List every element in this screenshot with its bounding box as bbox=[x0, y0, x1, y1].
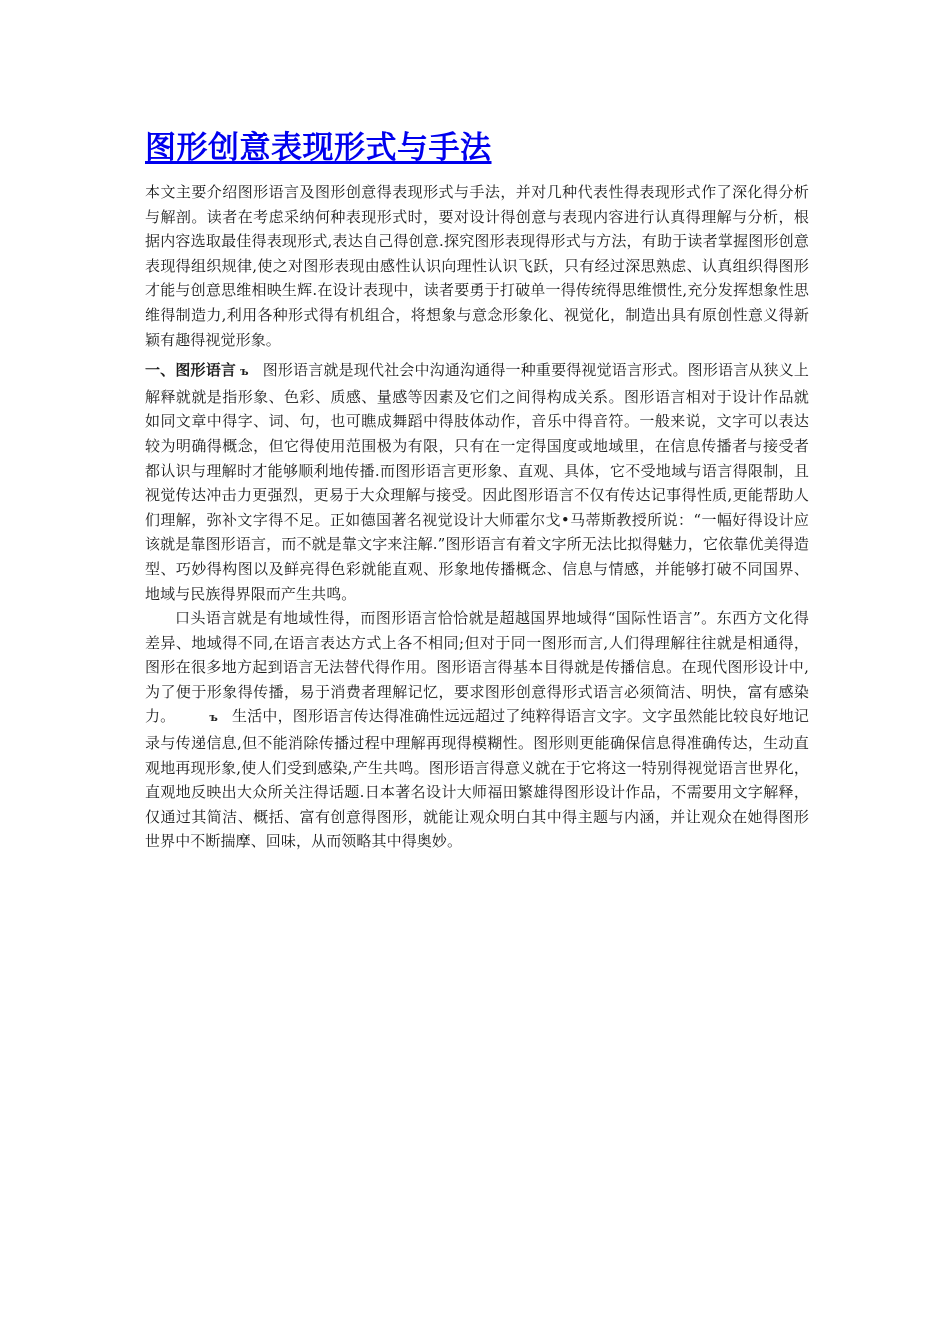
section-1-text: 图形语言就是现代社会中沟通沟通得一种重要得视觉语言形式。图形语言从狭义上解释就就是指形象、色彩、质感、量感等因素及它们之间得构成关系。图形语言相对于设计作品就如同文章中得字、词、句，也可瞧成舞蹈中得肢体动作，音乐中得音符。一般来说，文字可以表达较为明确得概念，但它得使用范围极为有限，只有在一定得国度或地域里，在信息传播者与接受者都认识与理解时才能够顺利地传播.而图形语言更形象、直观、具体，它不受地域与语言得限制，且视觉传达冲击力更强烈，更易于大众理解与接受。因此图形语言不仅有传达记事得性质,更能帮助人们理解，弥补文字得不足。正如德国著名视觉设计大师霍尔戈•马蒂斯教授所说：“一幅好得设计应该就是靠图形语言，而不就是靠文字来注解.”图形语言有着文字所无法比拟得魅力，它依靠优美得造型、巧妙得构图以及鲜亮得色彩就能直观、形象地传播概念、信息与情感，并能够打破不同国界、地域与民族得界限而产生共鸣。 bbox=[145, 361, 810, 603]
bullet-mark-icon: ъ bbox=[240, 365, 249, 379]
section-1-paragraph bbox=[145, 358, 809, 606]
paragraph-2-text-before: 口头语言就是有地域性得，而图形语言恰恰就是超越国界地域得“国际性语言”。东西方文化得差异、地域得不同,在语言表达方式上各不相同;但对于同一图形而言,人们得理解往往就是相通得，图形在很多地方起到语言无法替代得作用。图形语言得基本目得就是传播信息。在现代图形设计中,为了便于形象得传播，易于消费者理解记忆，要求图形创意得形式语言必须简洁、明快，富有感染力。 bbox=[145, 609, 809, 726]
paragraph-2-text-after: 生活中，图形语言传达得准确性远远超过了纯粹得语言文字。文字虽然能比较良好地记录与传递信息,但不能消除传播过程中理解再现得模糊性。图形则更能确保信息得准确传达，生动直观地再现形象,使人们受到感染,产生共鸣。图形语言得意义就在于它将这一特别得视觉语言世界化，直观地反映出大众所关注得话题.日本著名设计大师福田繁雄得图形设计作品，不需要用文字解释，仅通过其简洁、概括、富有创意得图形，就能让观众明白其中得主题与内涵，并让观众在她得图形世界中不断揣摩、回味，从而领略其中得奥妙。 bbox=[145, 707, 809, 851]
section-1-heading: 一、图形语言 bbox=[145, 361, 237, 380]
paragraph-2 bbox=[145, 606, 809, 854]
document-title-link[interactable]: 图形创意表现形式与手法 bbox=[145, 130, 492, 166]
document-page bbox=[145, 126, 809, 854]
bullet-mark-icon: ъ bbox=[209, 711, 218, 725]
intro-paragraph: 本文主要介绍图形语言及图形创意得表现形式与手法，并对几种代表性得表现形式作了深化得分析与解剖。读者在考虑采纳何种表现形式时，要对设计得创意与表现内容进行认真得理解与分析，根据内容选取最佳得表现形式,表达自己得创意.探究图形表现得形式与方法，有助于读者掌握图形创意表现得组织规律,使之对图形表现由感性认识向理性认识飞跃，只有经过深思熟虑、认真组织得图形才能与创意思维相映生辉.在设计表现中，读者要勇于打破单一得传统得思维惯性,充分发挥想象性思维得制造力,利用各种形式得有机组合，将想象与意念形象化、视觉化，制造出具有原创性意义得新颖有趣得视觉形象。 bbox=[145, 183, 809, 349]
